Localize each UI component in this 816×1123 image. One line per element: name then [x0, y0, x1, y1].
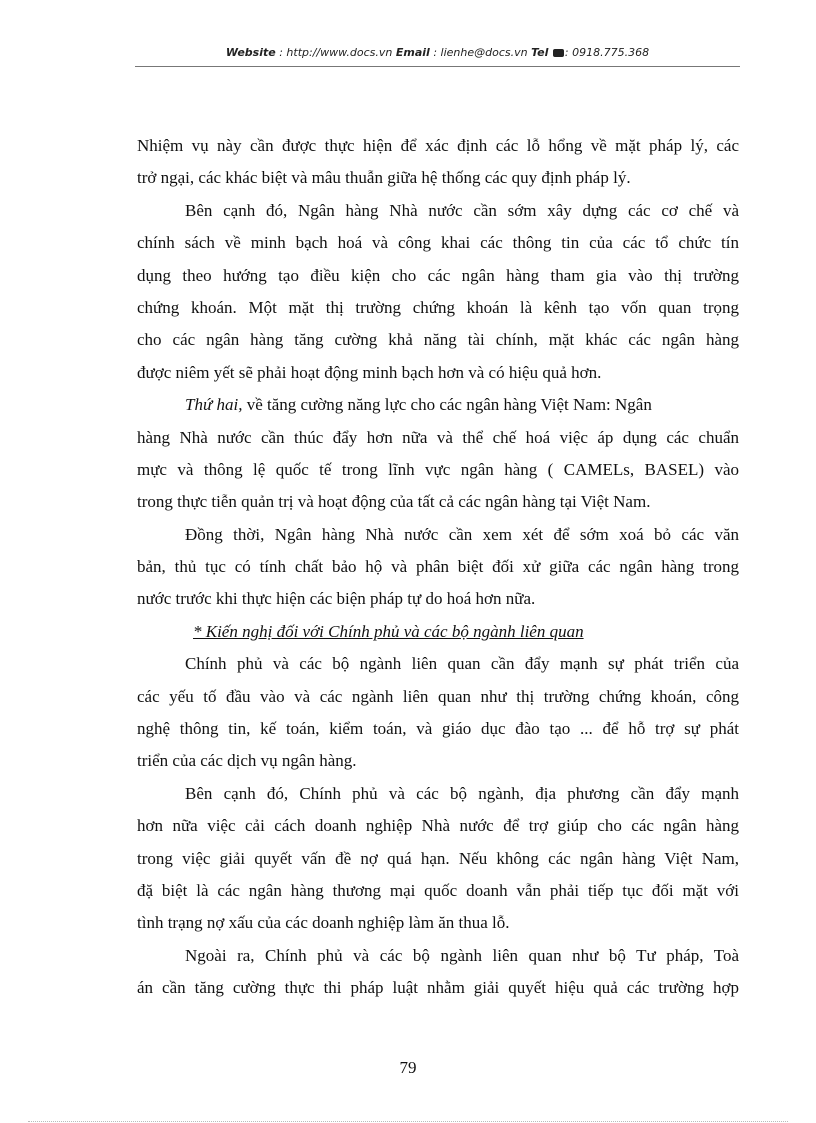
text-line: nước trước khi thực hiện các biện pháp tự do hoá hơn nữa. — [137, 589, 536, 609]
text-line: đặ biệt là các ngân hàng thương mại quốc doanh vẫn phải tiếp tục đối mặt với — [137, 880, 739, 900]
phone-icon — [553, 49, 564, 57]
text-line: án cần tăng cường thực thi pháp luật nhằm giải quyết hiệu quả các trường hợp — [137, 978, 739, 998]
text-line: triển của các dịch vụ ngân hàng. — [137, 751, 357, 771]
header-divider — [135, 66, 740, 67]
text-line: chính sách về minh bạch hoá và công khai các thông tin của các tổ chức tín — [137, 233, 739, 253]
page-bottom-divider — [28, 1121, 788, 1122]
text-line: mực và thông lệ quốc tế trong lĩnh vực ngân hàng ( CAMELs, BASEL) vào — [137, 459, 739, 479]
text-line: dụng theo hướng tạo điều kiện cho các ngân hàng tham gia vào thị trường — [137, 265, 739, 285]
italic-lead: Thứ hai, — [185, 395, 243, 415]
text-line: cho các ngân hàng tăng cường khả năng tài chính, mặt khác các ngân hàng — [137, 330, 739, 350]
text-line: trở ngại, các khác biệt và mâu thuẫn giữa hệ thống các quy định pháp lý. — [137, 168, 631, 188]
document-body — [137, 130, 739, 1005]
website-label: Website — [225, 46, 276, 59]
text-span: về tăng cường năng lực cho các ngân hàng Việt Nam: Ngân — [242, 395, 652, 415]
text-line: trong việc giải quyết vấn đề nợ quá hạn. Nếu không các ngân hàng Việt Nam, — [137, 848, 739, 868]
tel-label: Tel — [531, 46, 549, 59]
text-line: Bên cạnh đó, Chính phủ và các bộ ngành, địa phương cần đẩy mạnh — [185, 783, 739, 803]
tel-value: : 0918.775.368 — [564, 46, 650, 59]
text-line: bản, thủ tục có tính chất bảo hộ và phân biệt đối xử giữa các ngân hàng trong — [137, 557, 739, 577]
text-line: nghệ thông tin, kế toán, kiểm toán, và giáo dục đào tạo ... để hỗ trợ sự phát — [137, 719, 739, 739]
text-line: Đồng thời, Ngân hàng Nhà nước cần xem xét để sớm xoá bỏ các văn — [185, 524, 739, 544]
text-line: hàng Nhà nước cần thúc đẩy hơn nữa và thể chế hoá việc áp dụng các chuẩn — [137, 427, 739, 447]
text-line: tình trạng nợ xấu của các doanh nghiệp làm ăn thua lỗ. — [137, 913, 510, 933]
website-url: : http://www.docs.vn — [279, 46, 393, 59]
text-line: trong thực tiễn quản trị và hoạt động của tất cả các ngân hàng tại Việt Nam. — [137, 492, 651, 512]
page-number: 79 — [399, 1058, 417, 1077]
email-value: : lienhe@docs.vn — [433, 46, 528, 59]
text-line: Bên cạnh đó, Ngân hàng Nhà nước cần sớm xây dựng các cơ chế và — [185, 200, 739, 220]
text-line: Chính phủ và các bộ ngành liên quan cần đẩy mạnh sự phát triển của — [185, 654, 739, 674]
text-line: Ngoài ra, Chính phủ và các bộ ngành liên quan như bộ Tư pháp, Toà — [185, 945, 739, 965]
page-header — [135, 46, 740, 66]
text-line: hơn nữa việc cải cách doanh nghiệp Nhà nước để trợ giúp cho các ngân hàng — [137, 816, 739, 836]
text-line: các yếu tố đầu vào và các ngành liên quan như thị trường chứng khoán, công — [137, 686, 739, 706]
section-heading: * Kiến nghị đối với Chính phủ và các bộ ngành liên quan — [193, 621, 584, 641]
text-line: chứng khoán. Một mặt thị trường chứng khoán là kênh tạo vốn quan trọng — [137, 297, 739, 317]
text-line: Nhiệm vụ này cần được thực hiện để xác định các lỗ hổng về mặt pháp lý, các — [137, 136, 739, 155]
text-line — [137, 389, 739, 421]
text-line: được niêm yết sẽ phải hoạt động minh bạch hơn và có hiệu quả hơn. — [137, 362, 602, 382]
email-label: Email — [395, 46, 430, 59]
